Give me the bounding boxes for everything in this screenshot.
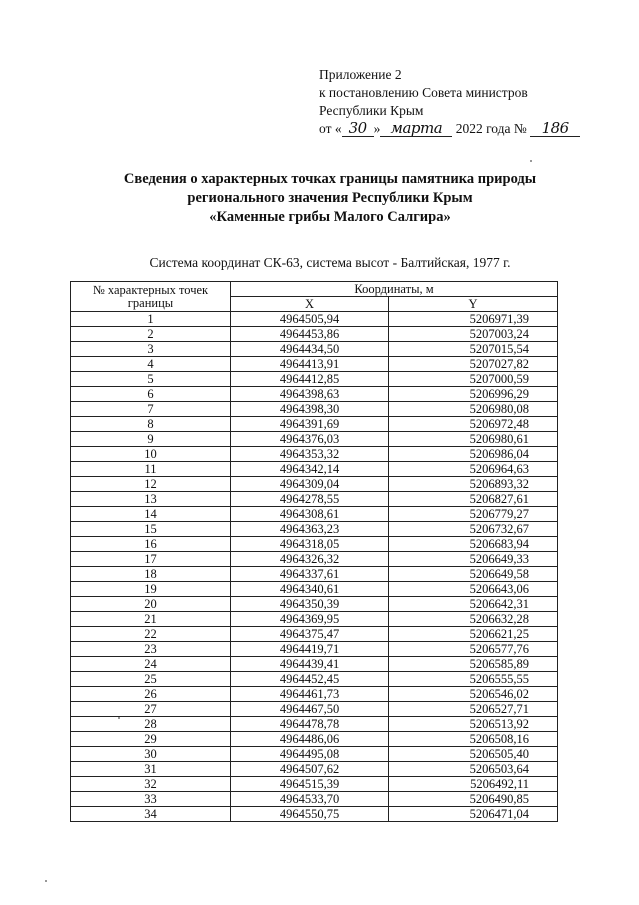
cell-y: 5206964,63 bbox=[389, 462, 558, 477]
cell-x: 4964486,06 bbox=[231, 732, 389, 747]
cell-y: 5206996,29 bbox=[389, 387, 558, 402]
cell-point-number: 22 bbox=[71, 627, 231, 642]
cell-point-number: 1 bbox=[71, 312, 231, 327]
cell-y: 5206649,33 bbox=[389, 552, 558, 567]
cell-x: 4964419,71 bbox=[231, 642, 389, 657]
appendix-line-3: Республики Крым bbox=[319, 103, 424, 118]
cell-y: 5206632,28 bbox=[389, 612, 558, 627]
cell-y: 5206893,32 bbox=[389, 477, 558, 492]
cell-x: 4964369,95 bbox=[231, 612, 389, 627]
cell-x: 4964342,14 bbox=[231, 462, 389, 477]
cell-x: 4964326,32 bbox=[231, 552, 389, 567]
cell-point-number: 8 bbox=[71, 417, 231, 432]
cell-point-number: 5 bbox=[71, 372, 231, 387]
cell-x: 4964550,75 bbox=[231, 807, 389, 822]
table-row bbox=[71, 522, 558, 537]
cell-point-number: 18 bbox=[71, 567, 231, 582]
table-row bbox=[71, 492, 558, 507]
cell-point-number: 11 bbox=[71, 462, 231, 477]
cell-point-number: 16 bbox=[71, 537, 231, 552]
table-row bbox=[71, 732, 558, 747]
cell-y: 5206513,92 bbox=[389, 717, 558, 732]
cell-x: 4964353,32 bbox=[231, 447, 389, 462]
cell-point-number: 28 bbox=[71, 717, 231, 732]
cell-y: 5206490,85 bbox=[389, 792, 558, 807]
cell-x: 4964478,78 bbox=[231, 717, 389, 732]
cell-y: 5206577,76 bbox=[389, 642, 558, 657]
cell-y: 5206555,55 bbox=[389, 672, 558, 687]
table-row bbox=[71, 552, 558, 567]
cell-x: 4964505,94 bbox=[231, 312, 389, 327]
table-row bbox=[71, 327, 558, 342]
scan-speck bbox=[530, 160, 532, 162]
table-row bbox=[71, 387, 558, 402]
cell-x: 4964318,05 bbox=[231, 537, 389, 552]
cell-point-number: 20 bbox=[71, 597, 231, 612]
table-row bbox=[71, 672, 558, 687]
cell-y: 5206508,16 bbox=[389, 732, 558, 747]
cell-point-number: 29 bbox=[71, 732, 231, 747]
table-row bbox=[71, 447, 558, 462]
cell-point-number: 19 bbox=[71, 582, 231, 597]
cell-x: 4964507,62 bbox=[231, 762, 389, 777]
table-row bbox=[71, 507, 558, 522]
appendix-date-line bbox=[319, 120, 580, 138]
cell-x: 4964340,61 bbox=[231, 582, 389, 597]
appendix-line-2: к постановлению Совета министров bbox=[319, 85, 528, 100]
handwritten-day: 30 bbox=[342, 121, 374, 137]
cell-point-number: 14 bbox=[71, 507, 231, 522]
coordinate-system-note: Система координат СК-63, система высот - Балтийская, 1977 г. bbox=[149, 255, 511, 270]
table-row bbox=[71, 372, 558, 387]
cell-x: 4964308,61 bbox=[231, 507, 389, 522]
date-day-close: » bbox=[373, 121, 381, 136]
cell-y: 5207003,24 bbox=[389, 327, 558, 342]
cell-y: 5206527,71 bbox=[389, 702, 558, 717]
table-row bbox=[71, 762, 558, 777]
cell-point-number: 6 bbox=[71, 387, 231, 402]
table-row bbox=[71, 627, 558, 642]
cell-y: 5206827,61 bbox=[389, 492, 558, 507]
cell-x: 4964398,63 bbox=[231, 387, 389, 402]
cell-x: 4964533,70 bbox=[231, 792, 389, 807]
cell-y: 5206492,11 bbox=[389, 777, 558, 792]
cell-y: 5206546,02 bbox=[389, 687, 558, 702]
cell-x: 4964391,69 bbox=[231, 417, 389, 432]
cell-y: 5206779,27 bbox=[389, 507, 558, 522]
cell-point-number: 23 bbox=[71, 642, 231, 657]
header-x: X bbox=[231, 297, 389, 312]
title-line-1: Сведения о характерных точках границы памятника природы bbox=[123, 171, 537, 187]
cell-y: 5206503,64 bbox=[389, 762, 558, 777]
cell-x: 4964461,73 bbox=[231, 687, 389, 702]
cell-x: 4964439,41 bbox=[231, 657, 389, 672]
cell-y: 5206471,04 bbox=[389, 807, 558, 822]
table-body bbox=[71, 312, 558, 822]
header-point-number: № характерных точек границы bbox=[71, 282, 231, 312]
cell-point-number: 33 bbox=[71, 792, 231, 807]
cell-point-number: 27 bbox=[71, 702, 231, 717]
table-row bbox=[71, 567, 558, 582]
cell-y: 5206585,89 bbox=[389, 657, 558, 672]
cell-point-number: 25 bbox=[71, 672, 231, 687]
cell-x: 4964376,03 bbox=[231, 432, 389, 447]
cell-point-number: 2 bbox=[71, 327, 231, 342]
table-row bbox=[71, 702, 558, 717]
cell-y: 5207015,54 bbox=[389, 342, 558, 357]
table-row bbox=[71, 402, 558, 417]
cell-y: 5206980,61 bbox=[389, 432, 558, 447]
appendix-header bbox=[319, 66, 580, 138]
cell-y: 5206621,25 bbox=[389, 627, 558, 642]
cell-y: 5206972,48 bbox=[389, 417, 558, 432]
cell-point-number: 26 bbox=[71, 687, 231, 702]
table-row bbox=[71, 777, 558, 792]
table-row bbox=[71, 657, 558, 672]
cell-point-number: 17 bbox=[71, 552, 231, 567]
cell-y: 5207000,59 bbox=[389, 372, 558, 387]
table-row bbox=[71, 432, 558, 447]
cell-x: 4964495,08 bbox=[231, 747, 389, 762]
cell-point-number: 32 bbox=[71, 777, 231, 792]
cell-x: 4964398,30 bbox=[231, 402, 389, 417]
cell-y: 5206986,04 bbox=[389, 447, 558, 462]
cell-x: 4964413,91 bbox=[231, 357, 389, 372]
appendix-line-1: Приложение 2 bbox=[319, 67, 402, 82]
year-text: 2022 года № bbox=[455, 121, 527, 136]
cell-point-number: 24 bbox=[71, 657, 231, 672]
cell-x: 4964278,55 bbox=[231, 492, 389, 507]
cell-point-number: 9 bbox=[71, 432, 231, 447]
table-row bbox=[71, 792, 558, 807]
cell-point-number: 30 bbox=[71, 747, 231, 762]
table-row bbox=[71, 312, 558, 327]
cell-y: 5206980,08 bbox=[389, 402, 558, 417]
table-row bbox=[71, 537, 558, 552]
table-row bbox=[71, 717, 558, 732]
table-row bbox=[71, 747, 558, 762]
table-row bbox=[71, 417, 558, 432]
table-row bbox=[71, 357, 558, 372]
cell-y: 5206683,94 bbox=[389, 537, 558, 552]
coordinates-table bbox=[70, 281, 558, 822]
cell-y: 5206643,06 bbox=[389, 582, 558, 597]
cell-x: 4964309,04 bbox=[231, 477, 389, 492]
cell-y: 5207027,82 bbox=[389, 357, 558, 372]
cell-y: 5206649,58 bbox=[389, 567, 558, 582]
cell-point-number: 31 bbox=[71, 762, 231, 777]
table-row bbox=[71, 342, 558, 357]
table-row bbox=[71, 642, 558, 657]
cell-point-number: 10 bbox=[71, 447, 231, 462]
header-y: Y bbox=[389, 297, 558, 312]
cell-point-number: 34 bbox=[71, 807, 231, 822]
cell-x: 4964515,39 bbox=[231, 777, 389, 792]
title-line-2: регионального значения Республики Крым bbox=[187, 190, 473, 206]
cell-y: 5206642,31 bbox=[389, 597, 558, 612]
table-row bbox=[71, 582, 558, 597]
scan-speck bbox=[118, 717, 120, 719]
cell-point-number: 13 bbox=[71, 492, 231, 507]
table-row bbox=[71, 477, 558, 492]
header-coordinates: Координаты, м bbox=[231, 282, 558, 297]
cell-x: 4964467,50 bbox=[231, 702, 389, 717]
table-row bbox=[71, 597, 558, 612]
table-row bbox=[71, 807, 558, 822]
cell-x: 4964363,23 bbox=[231, 522, 389, 537]
cell-y: 5206505,40 bbox=[389, 747, 558, 762]
cell-y: 5206732,67 bbox=[389, 522, 558, 537]
handwritten-month: марта bbox=[380, 121, 452, 137]
cell-x: 4964434,50 bbox=[231, 342, 389, 357]
cell-x: 4964375,47 bbox=[231, 627, 389, 642]
scan-speck bbox=[45, 880, 47, 882]
table-row bbox=[71, 612, 558, 627]
handwritten-number: 186 bbox=[530, 121, 580, 137]
document-title bbox=[60, 170, 600, 227]
cell-point-number: 3 bbox=[71, 342, 231, 357]
title-line-3: «Каменные грибы Малого Салгира» bbox=[209, 209, 451, 225]
date-prefix: от « bbox=[319, 121, 342, 136]
cell-x: 4964350,39 bbox=[231, 597, 389, 612]
cell-x: 4964452,45 bbox=[231, 672, 389, 687]
cell-y: 5206971,39 bbox=[389, 312, 558, 327]
table-row bbox=[71, 462, 558, 477]
cell-x: 4964337,61 bbox=[231, 567, 389, 582]
cell-x: 4964453,86 bbox=[231, 327, 389, 342]
cell-x: 4964412,85 bbox=[231, 372, 389, 387]
cell-point-number: 21 bbox=[71, 612, 231, 627]
cell-point-number: 12 bbox=[71, 477, 231, 492]
cell-point-number: 4 bbox=[71, 357, 231, 372]
cell-point-number: 7 bbox=[71, 402, 231, 417]
cell-point-number: 15 bbox=[71, 522, 231, 537]
table-row bbox=[71, 687, 558, 702]
